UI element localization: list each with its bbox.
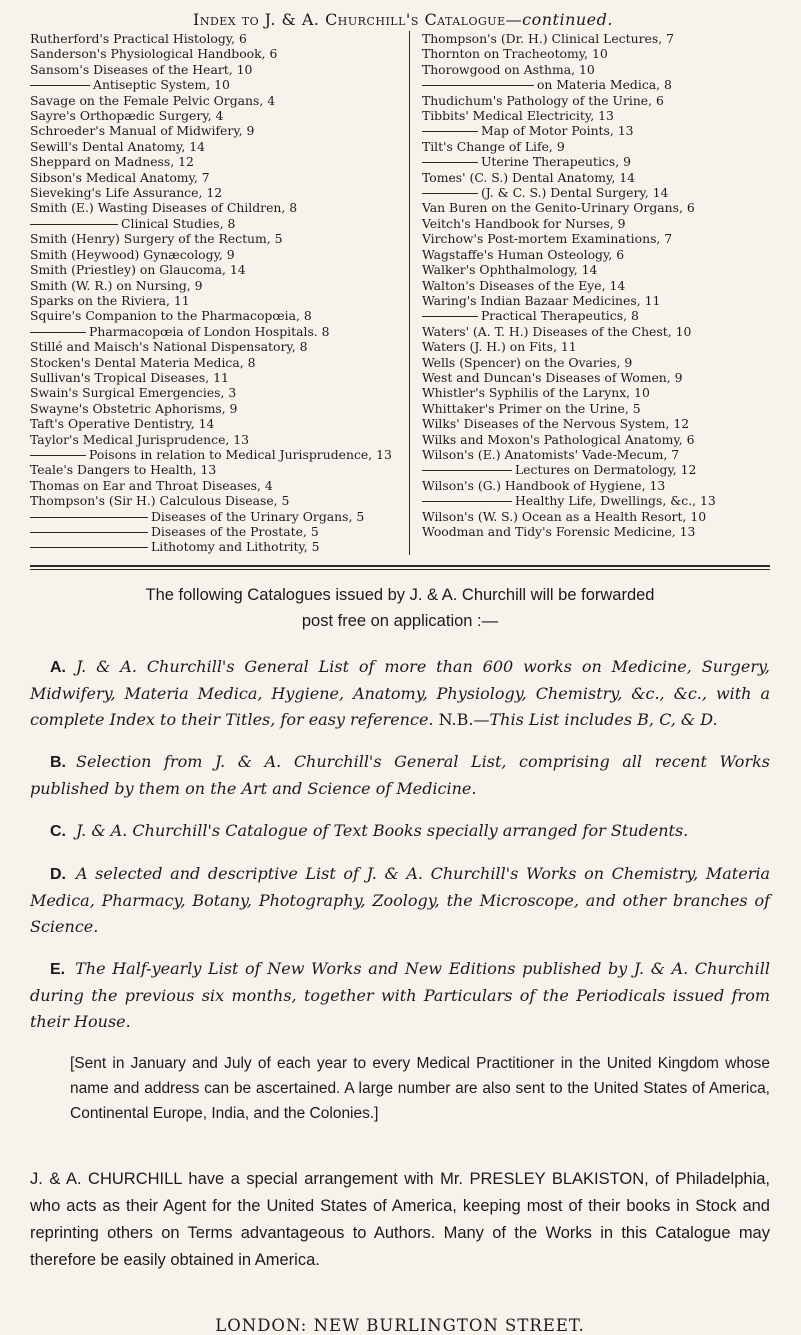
- entry-text: (J. & C. S.) Dental Surgery, 14: [480, 185, 669, 201]
- entry-text: Schroeder's Manual of Midwifery, 9: [30, 123, 255, 139]
- index-left-column: [30, 31, 409, 555]
- entry-text: Wilks and Moxon's Pathological Anatomy, 6: [421, 431, 695, 447]
- divider-rule: [30, 565, 770, 567]
- entry-text: Sibson's Medical Anatomy, 7: [30, 169, 210, 185]
- index-entry: [30, 308, 403, 323]
- entry-text: Rutherford's Practical Histology, 6: [30, 31, 247, 46]
- entry-text: Sayre's Orthopædic Surgery, 4: [30, 108, 224, 124]
- index-entry: [422, 308, 770, 323]
- entry-text: Waters (J. H.) on Fits, 11: [421, 339, 577, 355]
- entry-text: Thompson's (Sir H.) Calculous Disease, 5: [30, 493, 290, 509]
- entry-text: Smith (W. R.) on Nursing, 9: [30, 277, 203, 293]
- ditto-dash: [30, 85, 90, 86]
- index-entry: [30, 432, 403, 447]
- ditto-dash: [422, 162, 478, 163]
- index-entry: [422, 432, 770, 447]
- entry-text: Sullivan's Tropical Diseases, 11: [30, 369, 229, 385]
- index-entry: [422, 46, 770, 61]
- index-entry: [422, 462, 770, 477]
- entry-text: Wilson's (E.) Anatomists' Vade-Mecum, 7: [421, 446, 680, 462]
- entry-text: Map of Motor Points, 13: [480, 123, 634, 139]
- ditto-dash: [30, 332, 86, 333]
- index-entry: [30, 77, 403, 92]
- entry-text: Tibbits' Medical Electricity, 13: [421, 108, 614, 124]
- index-entry: [30, 447, 403, 462]
- index-entry: [30, 154, 403, 169]
- index-entry: [30, 231, 403, 246]
- index-entry: [422, 447, 770, 462]
- catalogue-description: J. & A. Churchill's General List of more than 600 works on Medicine, Surgery, Midwifery, Materia Medica, Hygiene, Anatomy, Physiology, Chemistry, &c., &c., with a complete Index to their Titles, for easy reference.: [30, 656, 770, 729]
- entry-text: Clinical Studies, 8: [121, 215, 236, 231]
- catalogue-nb: N.B.—: [438, 709, 490, 729]
- entry-text: Tomes' (C. S.) Dental Anatomy, 14: [421, 169, 636, 185]
- entry-text: Teale's Dangers to Health, 13: [30, 462, 217, 478]
- distribution-note: [Sent in January and July of each year to every Medical Practitioner in the United Kingdom whose name and address can be ascertained. A large number are also sent to the United States of America, Continental Europe, India, and the Colonies.]: [70, 1054, 770, 1122]
- index-entry: [422, 493, 770, 508]
- index-entry: [30, 339, 403, 354]
- catalogue-item: [30, 749, 770, 802]
- index-columns: [30, 31, 770, 555]
- catalogue-letter: A.: [50, 658, 66, 676]
- index-entry: [30, 370, 403, 385]
- ditto-dash: [422, 501, 512, 502]
- ditto-dash: [30, 547, 148, 548]
- index-right-column: [409, 31, 770, 555]
- entry-text: Sewill's Dental Anatomy, 14: [30, 138, 206, 154]
- catalogue-letter: B.: [50, 753, 66, 771]
- header-title: Index to J. & A. Churchill's Catalogue: [193, 10, 506, 29]
- index-entry: [30, 278, 403, 293]
- index-entry: [422, 401, 770, 416]
- index-entry: [30, 293, 403, 308]
- index-entry: [422, 339, 770, 354]
- entry-text: Wilson's (W. S.) Ocean as a Health Resort, 10: [421, 508, 707, 524]
- index-entry: [30, 200, 403, 215]
- ditto-dash: [422, 193, 478, 194]
- entry-text: Stocken's Dental Materia Medica, 8: [30, 354, 256, 370]
- catalogue-description: A selected and descriptive List of J. & A. Churchill's Works on Chemistry, Materia Medica, Pharmacy, Botany, Photography, Zoology, the Microscope, and other branches of Science.: [30, 863, 770, 936]
- index-entry: [30, 401, 403, 416]
- entry-text: Woodman and Tidy's Forensic Medicine, 13: [421, 524, 696, 539]
- index-entry: [30, 108, 403, 123]
- entry-text: Walton's Diseases of the Eye, 14: [421, 277, 626, 293]
- entry-text: Stillé and Maisch's National Dispensatory, 8: [30, 339, 308, 355]
- entry-text: Squire's Companion to the Pharmacopœia, 8: [30, 308, 312, 324]
- index-entry: [422, 93, 770, 108]
- index-entry: [422, 324, 770, 339]
- entry-text: Lithotomy and Lithotrity, 5: [151, 539, 320, 555]
- index-entry: [422, 154, 770, 169]
- entry-text: Tilt's Change of Life, 9: [421, 138, 565, 154]
- index-entry: [30, 539, 403, 554]
- index-entry: [422, 108, 770, 123]
- entry-text: Wilks' Diseases of the Nervous System, 12: [421, 416, 690, 432]
- index-entry: [422, 370, 770, 385]
- index-entry: [422, 231, 770, 246]
- index-entry: [30, 416, 403, 431]
- entry-text: Diseases of the Prostate, 5: [151, 524, 319, 539]
- index-entry: [422, 293, 770, 308]
- ditto-dash: [30, 517, 148, 518]
- catalogues-intro: [30, 582, 770, 634]
- entry-text: Taft's Operative Dentistry, 14: [30, 416, 215, 432]
- catalogue-letter: E.: [50, 960, 66, 978]
- entry-text: Uterine Therapeutics, 9: [480, 154, 631, 170]
- header-continued: —continued.: [505, 10, 613, 29]
- entry-text: Thudichum's Pathology of the Urine, 6: [421, 92, 664, 108]
- index-entry: [30, 324, 403, 339]
- entry-text: Sieveking's Life Assurance, 12: [30, 185, 223, 201]
- index-entry: [422, 62, 770, 77]
- catalogue-nb-text: This List includes B, C, & D.: [489, 709, 718, 729]
- entry-text: on Materia Medica, 8: [536, 77, 672, 93]
- entry-text: Lectures on Dermatology, 12: [514, 462, 697, 478]
- entry-text: Smith (E.) Wasting Diseases of Children, 8: [30, 200, 298, 216]
- catalogue-item: [30, 861, 770, 940]
- entry-text: Thorowgood on Asthma, 10: [421, 61, 595, 77]
- index-entry: [30, 524, 403, 539]
- index-entry: [30, 31, 403, 46]
- intro-line-2: post free on application :—: [301, 611, 499, 630]
- entry-text: Diseases of the Urinary Organs, 5: [151, 508, 365, 524]
- entry-text: Virchow's Post-mortem Examinations, 7: [421, 231, 673, 247]
- catalogue-letter: C.: [50, 822, 66, 840]
- index-entry: [422, 262, 770, 277]
- ditto-dash: [30, 224, 118, 225]
- entry-text: Sansom's Diseases of the Heart, 10: [30, 61, 253, 77]
- entry-text: Smith (Henry) Surgery of the Rectum, 5: [30, 231, 283, 247]
- ditto-dash: [30, 532, 148, 533]
- entry-text: Thomas on Ear and Throat Diseases, 4: [30, 477, 273, 493]
- index-entry: [422, 200, 770, 215]
- entry-text: Wagstaffe's Human Osteology, 6: [421, 246, 625, 262]
- entry-text: Van Buren on the Genito-Urinary Organs, 6: [421, 200, 695, 216]
- intro-line-1: The following Catalogues issued by J. & A. Churchill will be forwarded: [145, 585, 655, 604]
- entry-text: Practical Therapeutics, 8: [480, 308, 639, 324]
- footer-address: LONDON: NEW BURLINGTON STREET.: [215, 1315, 585, 1335]
- index-entry: [30, 123, 403, 138]
- index-entry: [422, 524, 770, 539]
- catalogue-description: The Half-yearly List of New Works and New Editions published by J. & A. Churchill during the previous six months, together with Particulars of the Periodicals issued from their House.: [30, 958, 770, 1031]
- index-entry: [422, 247, 770, 262]
- index-entry: [30, 462, 403, 477]
- entry-text: Wilson's (G.) Handbook of Hygiene, 13: [421, 477, 666, 493]
- index-entry: [30, 139, 403, 154]
- ditto-dash: [422, 85, 534, 86]
- catalogue-page: [30, 10, 770, 1335]
- entry-text: Veitch's Handbook for Nurses, 9: [421, 215, 626, 231]
- catalogue-item: [30, 956, 770, 1035]
- index-entry: [422, 139, 770, 154]
- entry-text: Swain's Surgical Emergencies, 3: [30, 385, 237, 401]
- index-entry: [30, 216, 403, 231]
- index-entry: [422, 185, 770, 200]
- entry-text: Pharmacopœia of London Hospitals. 8: [89, 323, 330, 339]
- entry-text: Swayne's Obstetric Aphorisms, 9: [30, 400, 238, 416]
- index-entry: [30, 62, 403, 77]
- entry-text: Sheppard on Madness, 12: [30, 154, 194, 170]
- index-entry: [30, 355, 403, 370]
- index-entry: [422, 216, 770, 231]
- index-entry: [422, 170, 770, 185]
- catalogue-letter: D.: [50, 865, 66, 883]
- index-entry: [422, 509, 770, 524]
- ditto-dash: [30, 455, 86, 456]
- entry-text: West and Duncan's Diseases of Women, 9: [421, 369, 683, 385]
- ditto-dash: [422, 131, 478, 132]
- index-entry: [30, 385, 403, 400]
- entry-text: Thompson's (Dr. H.) Clinical Lectures, 7: [421, 31, 674, 46]
- entry-text: Waters' (A. T. H.) Diseases of the Chest, 10: [421, 323, 692, 339]
- index-entry: [30, 46, 403, 61]
- index-entry: [30, 509, 403, 524]
- index-entry: [422, 478, 770, 493]
- entry-text: Whistler's Syphilis of the Larynx, 10: [421, 385, 650, 401]
- entry-text: Taylor's Medical Jurisprudence, 13: [30, 431, 250, 447]
- entry-text: Sanderson's Physiological Handbook, 6: [30, 46, 278, 62]
- entry-text: Antiseptic System, 10: [93, 77, 230, 93]
- index-entry: [422, 385, 770, 400]
- entry-text: Waring's Indian Bazaar Medicines, 11: [421, 292, 661, 308]
- index-entry: [422, 278, 770, 293]
- index-entry: [422, 416, 770, 431]
- entry-text: Walker's Ophthalmology, 14: [421, 262, 598, 278]
- index-entry: [30, 493, 403, 508]
- index-entry: [30, 170, 403, 185]
- entry-text: Thornton on Tracheotomy, 10: [421, 46, 608, 62]
- ditto-dash: [422, 470, 512, 471]
- index-entry: [30, 262, 403, 277]
- index-entry: [30, 185, 403, 200]
- index-entry: [422, 77, 770, 92]
- entry-text: Smith (Priestley) on Glaucoma, 14: [30, 262, 246, 278]
- ditto-dash: [422, 316, 478, 317]
- catalogue-item: [30, 818, 770, 845]
- catalogue-list: [30, 654, 770, 1035]
- index-header: [36, 10, 770, 29]
- index-entry: [422, 123, 770, 138]
- entry-text: Whittaker's Primer on the Urine, 5: [421, 400, 641, 416]
- catalogue-description: Selection from J. & A. Churchill's General List, comprising all recent Works published by them on the Art and Science of Medicine.: [30, 751, 770, 798]
- entry-text: Savage on the Female Pelvic Organs, 4: [30, 92, 276, 108]
- divider-rule-thin: [30, 569, 770, 570]
- catalogue-description: J. & A. Churchill's Catalogue of Text Books specially arranged for Students.: [76, 820, 689, 840]
- index-entry: [30, 478, 403, 493]
- index-entry: [422, 31, 770, 46]
- agent-arrangement: J. & A. CHURCHILL have a special arrangement with Mr. PRESLEY BLAKISTON, of Philadelphia, who acts as their Agent for the United States of America, keeping most of their books in Stock and reprinting others on Terms advantageous to Authors. Many of the Works in this Catalogue may therefore be easily obtained in America.: [30, 1169, 770, 1269]
- entry-text: Healthy Life, Dwellings, &c., 13: [514, 493, 716, 509]
- entry-text: Smith (Heywood) Gynæcology, 9: [30, 246, 235, 262]
- entry-text: Poisons in relation to Medical Jurisprudence, 13: [89, 446, 392, 462]
- index-entry: [422, 355, 770, 370]
- index-entry: [30, 93, 403, 108]
- entry-text: Sparks on the Riviera, 11: [30, 292, 190, 308]
- index-entry: [30, 247, 403, 262]
- catalogue-item: [30, 654, 770, 733]
- entry-text: Wells (Spencer) on the Ovaries, 9: [421, 354, 633, 370]
